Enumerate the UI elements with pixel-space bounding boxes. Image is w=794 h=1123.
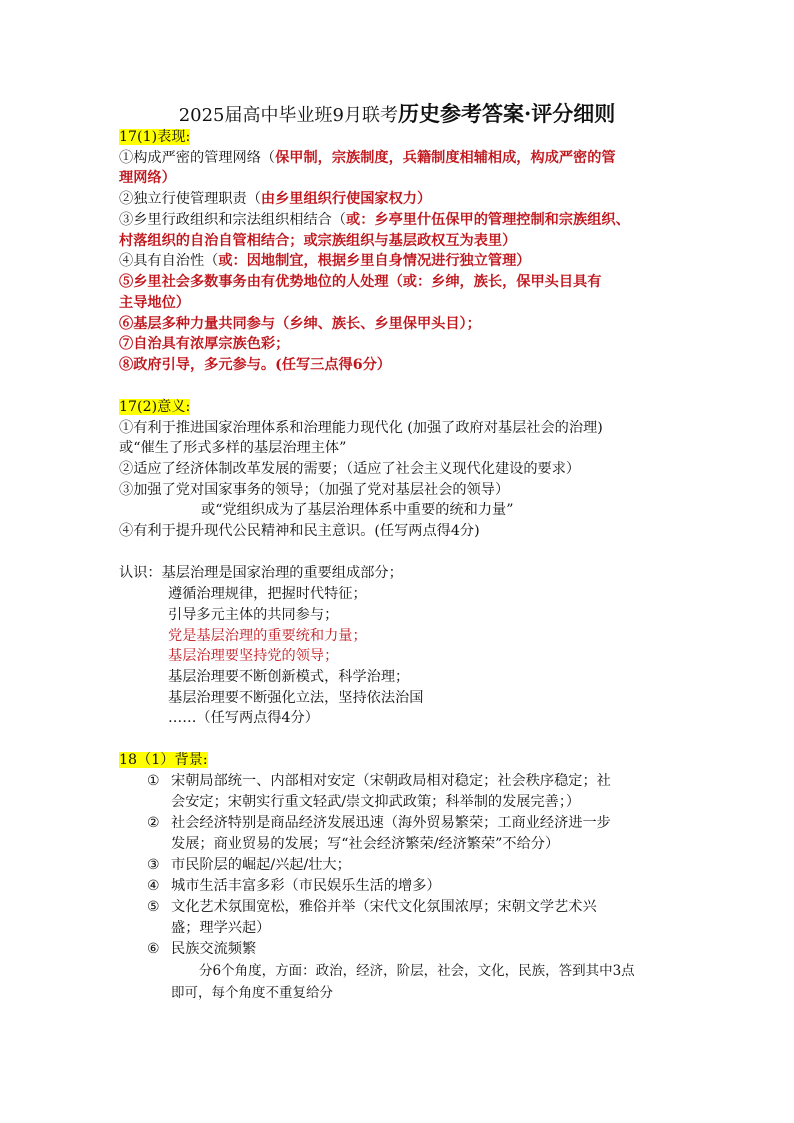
renshi-line3: 引导多元主体的共同参与；: [168, 607, 339, 623]
title-bold: 历史参考答案·评分细则: [397, 101, 616, 126]
q17-1-heading: 17(1)表现:: [119, 129, 191, 145]
q18-1-item2: ② 社会经济特别是商品经济发展迅速（海外贸易繁荣；工商业经济进一步: [147, 815, 611, 831]
q18-1-item3: ③ 市民阶层的崛起/兴起/壮大；: [147, 857, 351, 873]
q18-1-item1-cont: 会安定；宋朝实行重文轻武/崇文抑武政策；科举制的发展完善；）: [171, 794, 581, 810]
q17-2-line1-alt: 或“催生了形式多样的基层治理主体”: [119, 440, 347, 456]
q18-1-heading: 18（1）背景:: [119, 752, 208, 768]
q18-1-item4: ④ 城市生活丰富多彩（市民娱乐生活的增多）: [147, 878, 441, 894]
q17-1-line4: ④具有自治性（或：因地制宜，根据乡里自身情况进行独立管理）: [119, 253, 531, 269]
title-prefix: 2025届高中毕业班9月联考: [178, 105, 398, 126]
q17-1-line1-cont: 理网络）: [119, 170, 176, 186]
q17-1-line1: ①构成严密的管理网络（保甲制，宗族制度，兵籍制度相辅相成，构成严密的管: [119, 150, 616, 166]
q18-1-item2-cont: 发展；商业贸易的发展；写“社会经济繁荣/经济繁荣”不给分）: [171, 836, 560, 852]
q18-1-note-line1: 分6个角度，方面：政治，经济，阶层，社会，文化，民族，答到其中3点: [199, 963, 635, 979]
q17-1-line5: ⑤乡里社会多数事务由有优势地位的人处理（或：乡绅，族长，保甲头目具有: [119, 274, 602, 290]
renshi-line5: 基层治理要坚持党的领导；: [168, 648, 339, 664]
renshi-line8: ……（任写两点得4分）: [168, 710, 319, 726]
q17-1-line3: ③乡里行政组织和宗法组织相结合（或：乡亭里什伍保甲的管理控制和宗族组织、: [119, 212, 630, 228]
renshi-line7: 基层治理要不断强化立法，坚持依法治国: [168, 690, 424, 706]
q17-1-line3-cont: 村落组织的自治自管相结合；或宗族组织与基层政权互为表里）: [119, 233, 517, 249]
q17-2-line4: ④有利于提升现代公民精神和民主意识。(任写两点得4分): [119, 523, 480, 539]
q18-1-item6: ⑥ 民族交流频繁: [147, 941, 257, 957]
q17-2-line2: ②适应了经济体制改革发展的需要；（适应了社会主义现代化建设的要求）: [119, 461, 581, 477]
q18-1-item5-cont: 盛；理学兴起）: [171, 920, 271, 936]
q17-1-line2: ②独立行使管理职责（由乡里组织行使国家权力）: [119, 191, 432, 207]
renshi-line2: 遵循治理规律，把握时代特征；: [168, 586, 367, 602]
q17-1-line6: ⑥基层多种力量共同参与（乡绅、族长、乡里保甲头目）；: [119, 316, 481, 332]
q17-2-heading: 17(2)意义:: [119, 399, 191, 415]
q17-1-line5-cont: 主导地位）: [119, 295, 190, 311]
q17-1-line8: ⑧政府引导，多元参与。(任写三点得6分）: [119, 357, 391, 373]
page-title: [0, 98, 794, 128]
q18-1-item1: ① 宋朝局部统一、内部相对安定（宋朝政局相对稳定；社会秩序稳定；社: [147, 773, 611, 789]
q17-2-line1: ①有利于推进国家治理体系和治理能力现代化 (加强了政府对基层社会的治理): [119, 420, 603, 436]
q18-1-note-line2: 即可，每个角度不重复给分: [171, 985, 333, 1001]
q17-2-line3-alt: 或“党组织成为了基层治理体系中重要的统和力量”: [201, 502, 514, 518]
renshi-line1: 认识：基层治理是国家治理的重要组成部分；: [119, 565, 403, 581]
renshi-line6: 基层治理要不断创新模式，科学治理；: [168, 669, 410, 685]
renshi-line4: 党是基层治理的重要统和力量；: [168, 628, 367, 644]
q17-2-line3: ③加强了党对国家事务的领导；（加强了党对基层社会的领导）: [119, 482, 510, 498]
q17-1-line7: ⑦自治具有浓厚宗族色彩；: [119, 336, 290, 352]
q18-1-item5: ⑤ 文化艺术氛围宽松，雅俗并举（宋代文化氛围浓厚；宋朝文学艺术兴: [147, 899, 597, 915]
